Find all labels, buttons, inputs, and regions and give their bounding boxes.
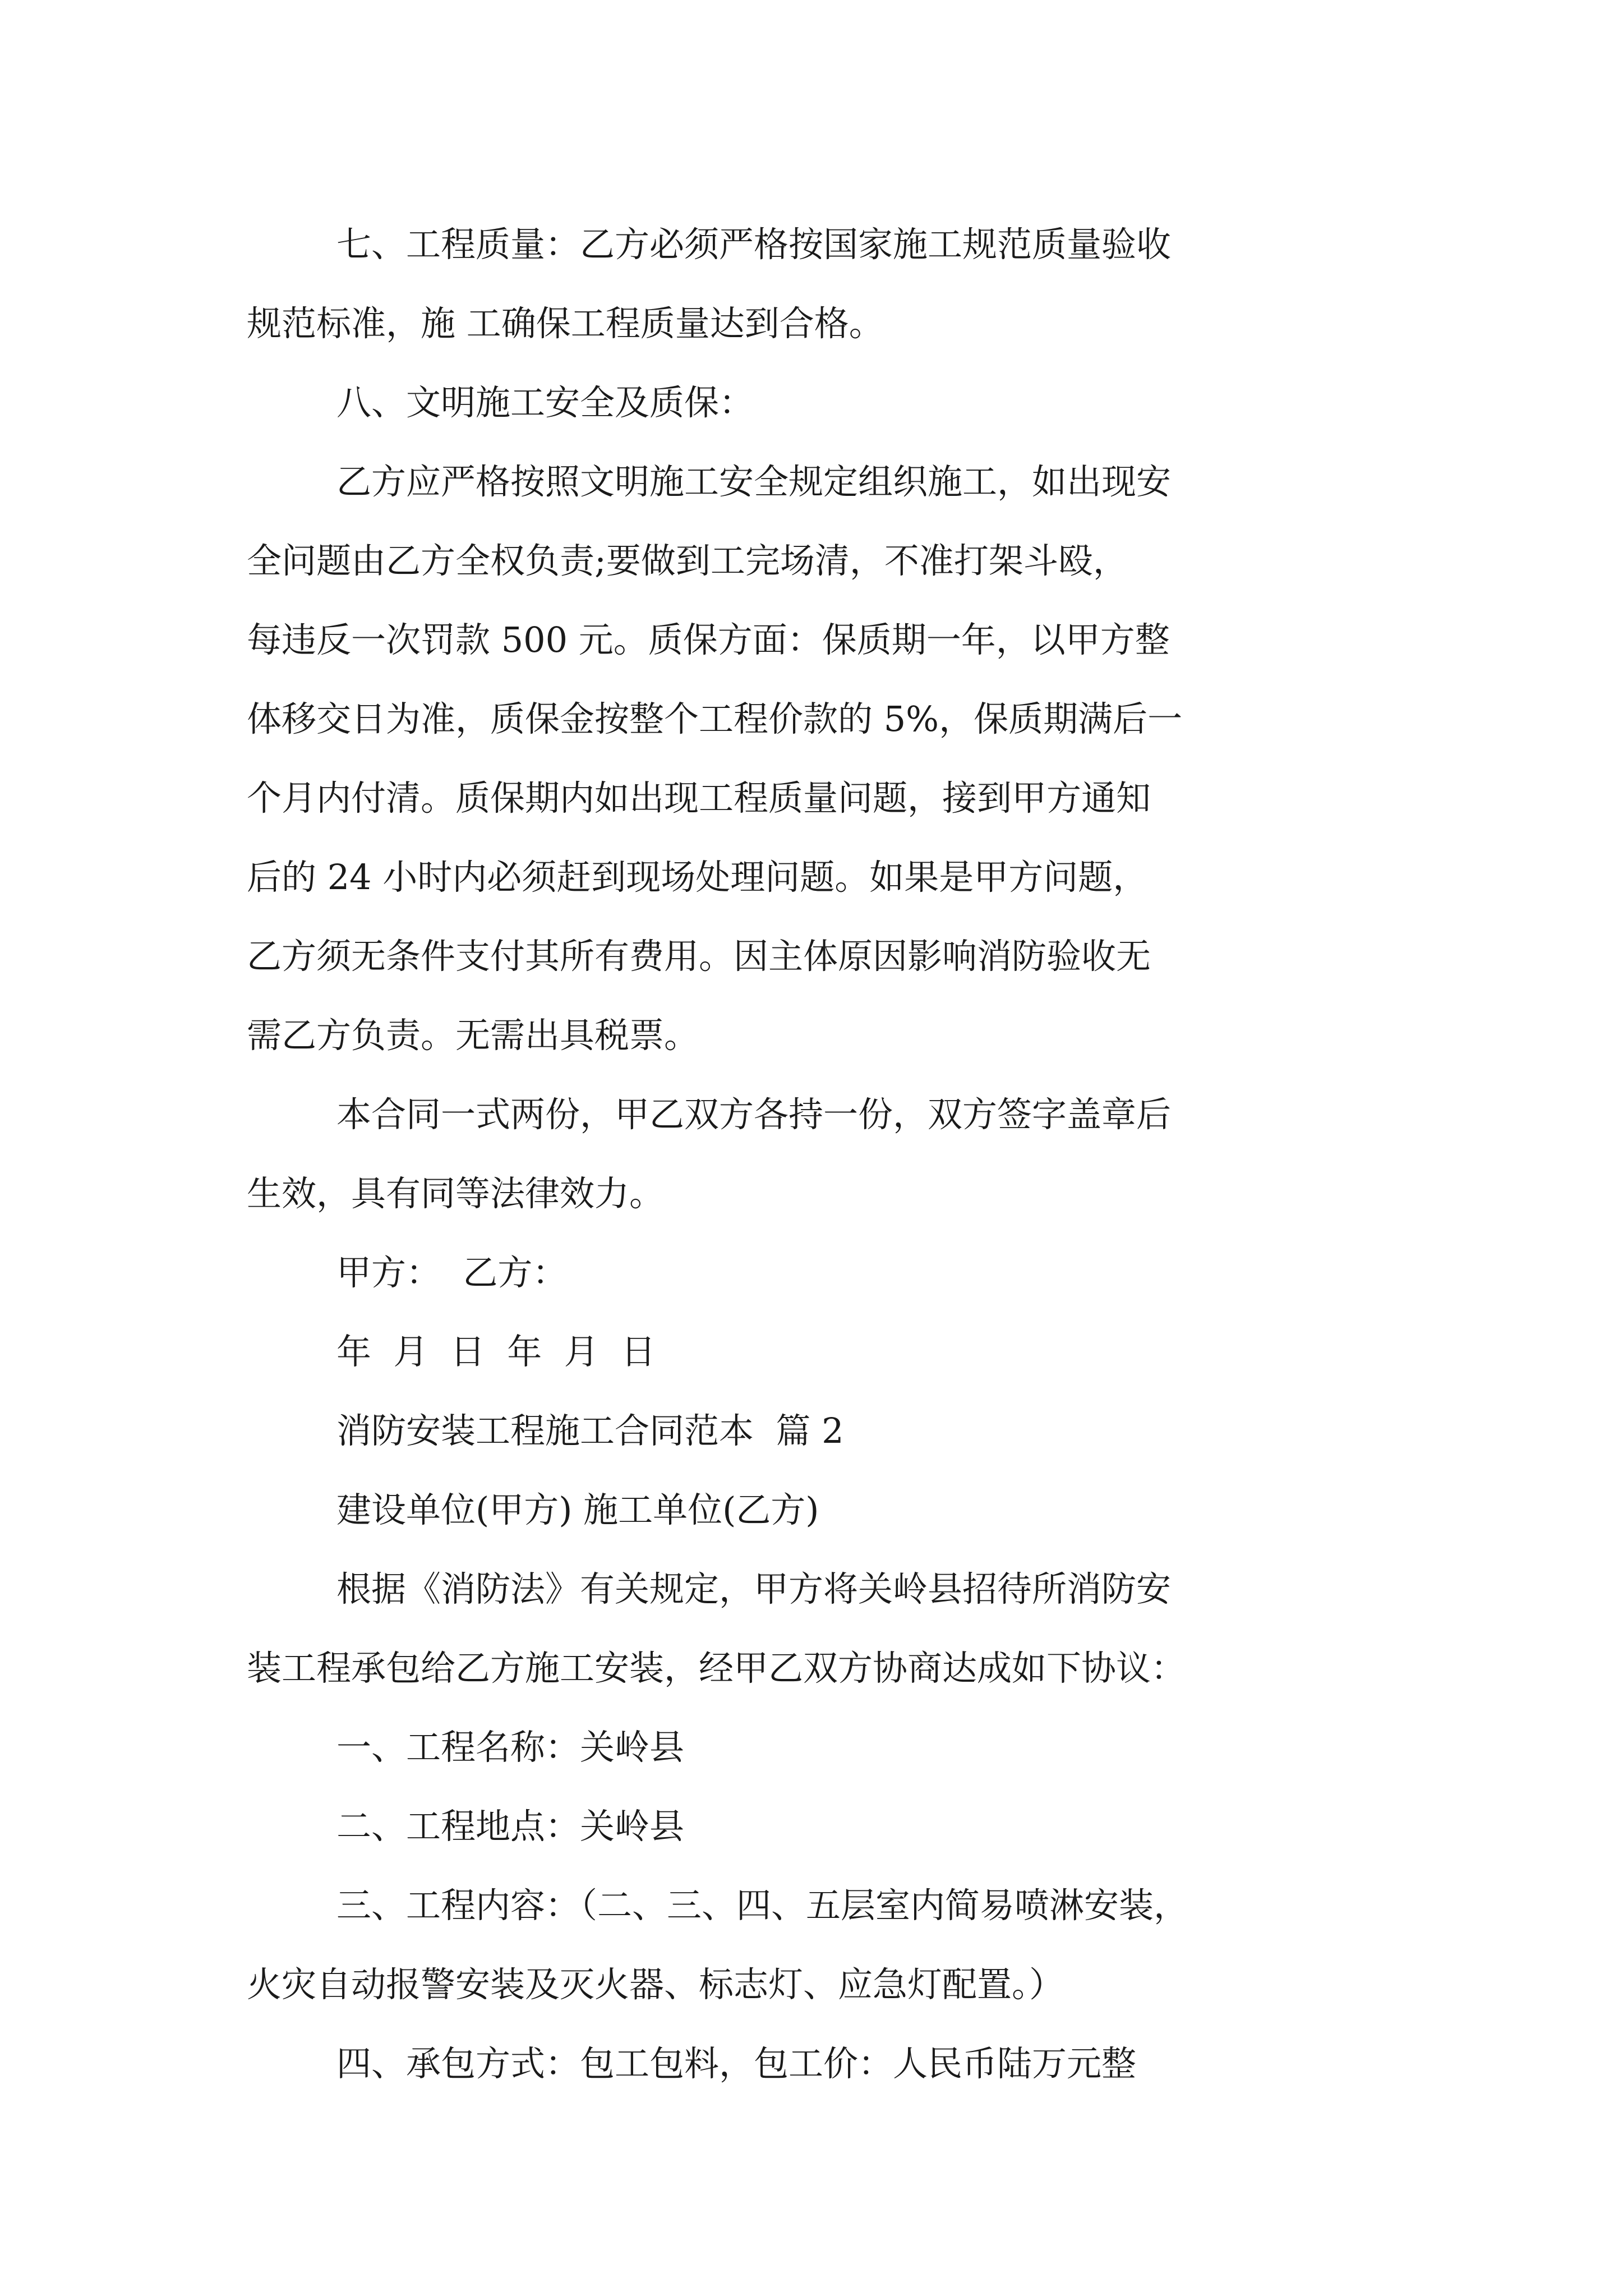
text-line: 体移交日为准，质保金按整个工程价款的 5%，保质期满后一 [247, 698, 1183, 739]
text-line: 装工程承包给乙方施工安装，经甲乙双方协商达成如下协议： [247, 1648, 1186, 1688]
paragraph [247, 1866, 1402, 2024]
paragraph [247, 363, 1402, 442]
paragraph [247, 442, 1402, 1075]
paragraph [247, 1470, 1402, 1549]
text-line: 二、工程地点：关岭县 [336, 1806, 685, 1847]
text-line: 规范标准，施 工确保工程质量达到合格。 [247, 303, 884, 344]
text-line: 消防安装工程施工合同范本 篇 2 [336, 1410, 844, 1451]
paragraph [247, 1787, 1402, 1866]
paragraph [247, 1075, 1402, 1233]
text-line: 后的 24 小时内必须赶到现场处理问题。如果是甲方问题， [247, 857, 1148, 898]
paragraph [247, 2024, 1402, 2103]
signature-parties [247, 1233, 1402, 1312]
text-line: 一、工程名称：关岭县 [336, 1727, 685, 1768]
document-body [247, 205, 1402, 2103]
text-line: 建设单位(甲方) 施工单位(乙方) [336, 1489, 819, 1530]
text-line: 三、工程内容：（二、三、四、五层室内简易喷淋安装， [336, 1885, 1189, 1926]
text-line: 年 月 日 年 月 日 [336, 1331, 656, 1372]
text-line: 乙方应严格按照文明施工安全规定组织施工，如出现安 [336, 461, 1172, 502]
paragraph [247, 1549, 1402, 1708]
text-line: 火灾自动报警安装及灭火器、标志灯、应急灯配置。） [247, 1964, 1064, 2005]
text-line: 根据《消防法》有关规定，甲方将关岭县招待所消防安 [336, 1568, 1172, 1609]
text-line: 甲方： 乙方： [336, 1252, 568, 1293]
text-line: 每违反一次罚款 500 元。质保方面：保质期一年，以甲方整 [247, 619, 1170, 660]
paragraph [247, 205, 1402, 363]
paragraph [247, 1708, 1402, 1787]
signature-dates [247, 1312, 1402, 1391]
text-line: 八、文明施工安全及质保： [336, 382, 754, 423]
text-line: 全问题由乙方全权负责;要做到工完场清，不准打架斗殴， [247, 540, 1128, 581]
text-line: 四、承包方式：包工包料，包工价：人民币陆万元整 [336, 2043, 1137, 2084]
section-heading [247, 1391, 1402, 1470]
text-line: 乙方须无条件支付其所有费用。因主体原因影响消防验收无 [247, 936, 1151, 977]
text-line: 生效，具有同等法律效力。 [247, 1173, 665, 1214]
text-line: 七、工程质量：乙方必须严格按国家施工规范质量验收 [336, 224, 1172, 265]
text-line: 本合同一式两份，甲乙双方各持一份，双方签字盖章后 [336, 1094, 1172, 1135]
text-line: 需乙方负责。无需出具税票。 [247, 1015, 699, 1056]
text-line: 个月内付清。质保期内如出现工程质量问题，接到甲方通知 [247, 777, 1151, 818]
